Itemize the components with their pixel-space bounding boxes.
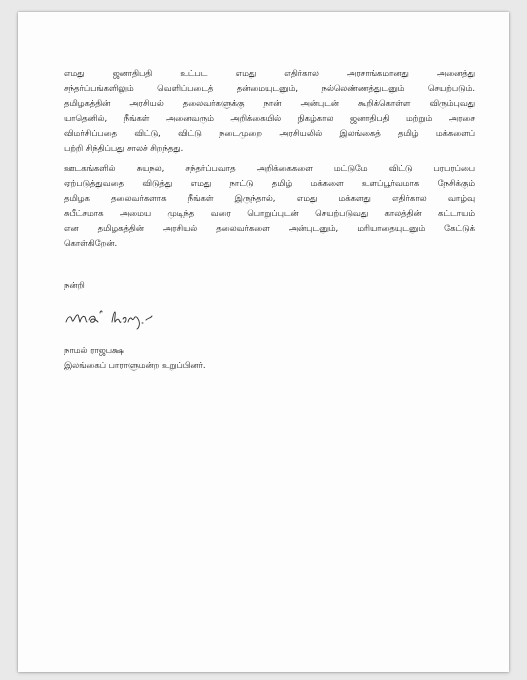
text-line: விமர்சிப்பதை விட்டு, விட்டு நடைமுறை அரசியலில் இலங்கைத் தமிழ் மக்களைப் (64, 128, 475, 138)
paragraph-2 (64, 161, 475, 251)
signatory-block (64, 343, 206, 373)
letter-body (64, 66, 475, 256)
text-line: என தமிழகத்தின் அரசியல் தலைவர்களை அன்புடனும், மரியாதையுடனும் கேட்டுக் (64, 223, 475, 233)
text-line: சுபீட்சமாக அமைய முடிந்த வரை பொறுப்புடன் செயற்படுவது காலத்தின் கட்டாயம் (64, 208, 475, 218)
text-line: சந்தர்ப்பங்களிலும் வெளிப்படைத் தன்மையுடனும், நல்லெண்ணத்துடனும் செயற்படும். (64, 83, 475, 93)
handwritten-signature (62, 302, 172, 334)
text-line: எமது ஜனாதிபதி உட்பட எமது எதிர்கால அரசாங்கமானது அனைத்து (64, 68, 475, 78)
text-line: யாதெனில், நீங்கள் அனைவரும் அறிக்கையில் நிகழ்கால ஜனாதிபதி மற்றும் அரசை (64, 113, 475, 123)
letter-page (18, 12, 509, 672)
text-line: தமிழகத்தின் அரசியல் தலைவர்களுக்கு நான் அன்புடன் கூறிக்கொள்ள விரும்புவது (64, 98, 475, 108)
signatory-name: நாமல் ராஜபக்ஷ (64, 345, 124, 355)
text-line: கொள்கிறேன். (64, 238, 118, 248)
text-line: ஏற்படுத்துவதை விடுத்து எமது நாட்டு தமிழ் மக்களை உளப்பூர்வமாக நேசிக்கும் (64, 178, 475, 188)
signatory-title: இலங்கைப் பாராளுமன்ற உறுப்பினர். (64, 360, 206, 370)
text-line: தமிழக தலைவர்களாக நீங்கள் இருந்தால், எமது மக்களது எதிர்கால வாழ்வு (64, 193, 475, 203)
text-line: ஊடகங்களில் சுயநல, சந்தர்ப்பவாத அறிக்கைகளை மட்டுமே விட்டு பரபரப்பை (64, 163, 475, 173)
closing-thanks: நன்றி (64, 280, 85, 290)
paragraph-1 (64, 66, 475, 156)
text-line: பற்றி சிந்திப்பது சாலச் சிறந்தது. (64, 143, 184, 153)
